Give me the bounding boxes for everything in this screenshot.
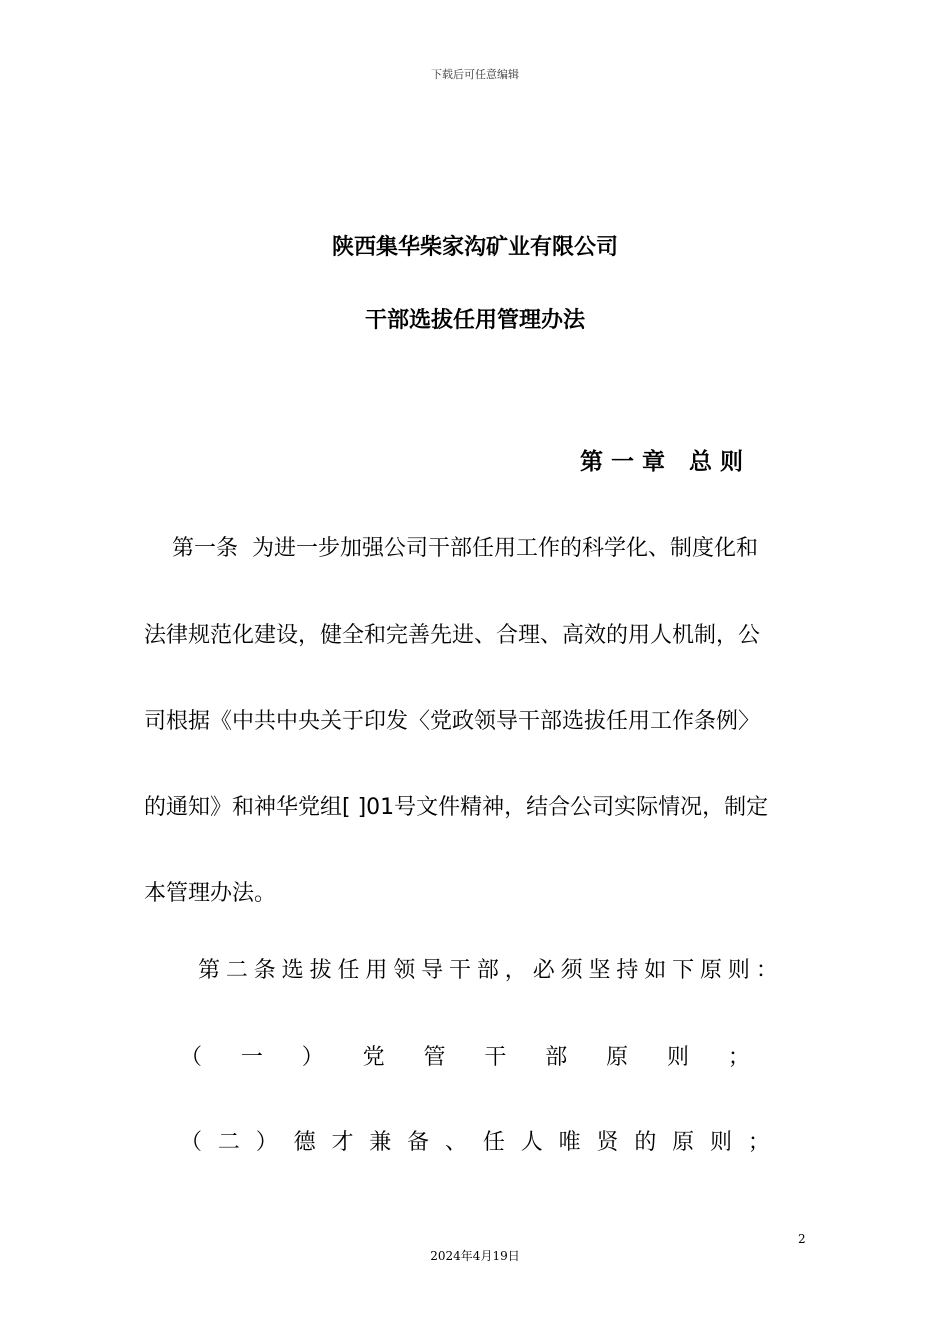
justified-char: 原 bbox=[606, 1045, 629, 1070]
justified-char: ： bbox=[755, 958, 778, 983]
article1-line-5: 本管理办法。 bbox=[144, 881, 277, 906]
justified-char: 必 bbox=[532, 958, 555, 983]
justified-char: 条 bbox=[253, 958, 276, 983]
document-title-company: 陕西集华柴家沟矿业有限公司 bbox=[331, 235, 618, 260]
justified-char: 二 bbox=[225, 958, 248, 983]
justified-char: 用 bbox=[365, 958, 388, 983]
justified-char: ） bbox=[255, 1130, 278, 1155]
article1-line-2: 法律规范化建设，健全和完善先进、合理、高效的用人机制，公 bbox=[144, 623, 761, 648]
justified-char: 德 bbox=[293, 1130, 316, 1155]
justified-char: 的 bbox=[634, 1130, 657, 1155]
justified-char: 党 bbox=[362, 1045, 385, 1070]
justified-char: 任 bbox=[482, 1130, 505, 1155]
article1-line-4: 的通知》和神华党组[ ]01号文件精神，结合公司实际情况，制定 bbox=[144, 795, 769, 820]
justified-char: 则 bbox=[667, 1045, 690, 1070]
justified-char: 下 bbox=[672, 958, 695, 983]
principle-item-2 bbox=[180, 1125, 770, 1156]
justified-char: （ bbox=[180, 1130, 203, 1155]
justified-char: ； bbox=[727, 1045, 750, 1070]
justified-char: 领 bbox=[393, 958, 416, 983]
justified-char: 须 bbox=[560, 958, 583, 983]
article1-line-3: 司根据《中共中央关于印发〈党政领导干部选拔任用工作条例〉 bbox=[144, 709, 761, 734]
justified-char: 选 bbox=[281, 958, 304, 983]
justified-char: 干 bbox=[449, 958, 472, 983]
justified-char: ； bbox=[747, 1130, 770, 1155]
justified-char: ， bbox=[504, 958, 527, 983]
justified-char: 、 bbox=[445, 1130, 468, 1155]
article2-line bbox=[198, 953, 778, 984]
justified-char: 原 bbox=[672, 1130, 695, 1155]
justified-char: 坚 bbox=[588, 958, 611, 983]
justified-char: 二 bbox=[217, 1130, 240, 1155]
justified-char: 持 bbox=[616, 958, 639, 983]
justified-char: 唯 bbox=[558, 1130, 581, 1155]
chapter-heading: 第 一 章 总 则 bbox=[580, 449, 744, 475]
justified-char: 人 bbox=[520, 1130, 543, 1155]
justified-char: 管 bbox=[423, 1045, 446, 1070]
justified-char: 干 bbox=[484, 1045, 507, 1070]
page-number: 2 bbox=[798, 1232, 806, 1246]
justified-char: 部 bbox=[476, 958, 499, 983]
principle-item-1 bbox=[180, 1040, 750, 1071]
justified-char: 第 bbox=[198, 958, 221, 983]
justified-char: 备 bbox=[407, 1130, 430, 1155]
justified-char: 才 bbox=[331, 1130, 354, 1155]
justified-char: 兼 bbox=[369, 1130, 392, 1155]
justified-char: 任 bbox=[337, 958, 360, 983]
justified-char: 贤 bbox=[596, 1130, 619, 1155]
justified-char: 则 bbox=[727, 958, 750, 983]
justified-char: ） bbox=[301, 1045, 324, 1070]
justified-char: 则 bbox=[710, 1130, 733, 1155]
justified-char: 一 bbox=[240, 1045, 263, 1070]
justified-char: 导 bbox=[421, 958, 444, 983]
document-title-regulation: 干部选拔任用管理办法 bbox=[364, 308, 585, 333]
justified-char: （ bbox=[180, 1045, 203, 1070]
article1-line-1: 第一条 为进一步加强公司干部任用工作的科学化、制度化和 bbox=[172, 536, 758, 561]
justified-char: 原 bbox=[700, 958, 723, 983]
footer-date: 2024年4月19日 bbox=[430, 1249, 520, 1263]
justified-char: 部 bbox=[545, 1045, 568, 1070]
justified-char: 如 bbox=[644, 958, 667, 983]
header-note: 下载后可任意编辑 bbox=[431, 68, 519, 81]
justified-char: 拔 bbox=[309, 958, 332, 983]
